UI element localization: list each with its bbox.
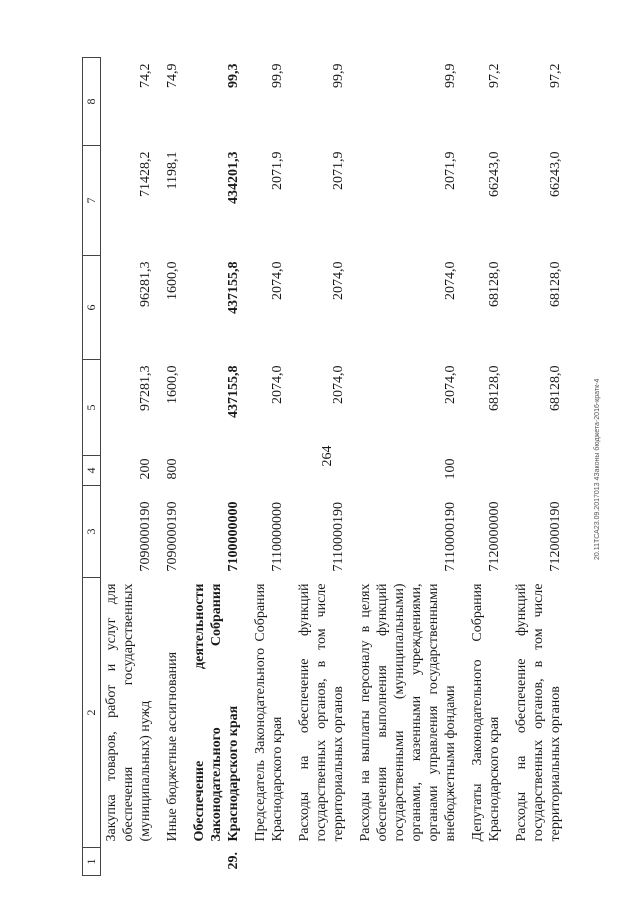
row-name: Расходы на выплаты персоналу в целях обеспечения выполнения функций государственными (муниципальными) органами, казенными учреждениями, органами управления государственными внебюджетными фондами <box>358 583 458 842</box>
budget-table-container <box>82 58 614 876</box>
row-name: Закупка товаров, работ и услуг для обеспечения государственных (муниципальных) нужд <box>104 583 153 842</box>
row-value-5: 1600,0 <box>165 365 180 404</box>
row-value-6: 68128,0 <box>487 261 502 307</box>
table-row <box>101 58 157 876</box>
header-cell: 2 <box>83 578 101 848</box>
row-value-5: 97281,3 <box>138 365 153 411</box>
row-number <box>244 848 288 876</box>
row-name: Расходы на обеспечение функций государственных органов, в том числе территориальных органов <box>297 583 346 842</box>
header-cell: 8 <box>83 58 101 146</box>
row-type <box>505 456 566 486</box>
row-type: 100 <box>443 458 458 480</box>
row-type <box>244 456 288 486</box>
row-type <box>288 456 349 486</box>
row-name: Иные бюджетные ассигнования <box>165 651 180 842</box>
row-value-7: 2071,9 <box>443 151 458 190</box>
row-code: 7090000190 <box>138 501 153 572</box>
row-value-6: 2074,0 <box>331 261 346 300</box>
row-value-7: 2071,9 <box>331 151 346 190</box>
header-cell: 1 <box>83 848 101 876</box>
header-cell: 4 <box>83 456 101 486</box>
row-number <box>101 848 157 876</box>
row-name: Депутаты Законодательного Собрания Краснодарского края <box>470 583 502 842</box>
row-code: 7120000000 <box>487 501 502 572</box>
row-value-6: 437155,8 <box>226 261 241 314</box>
row-value-6: 68128,0 <box>548 261 563 307</box>
row-name: Расходы на обеспечение функций государственных органов, в том числе территориальных органов <box>514 583 563 842</box>
row-value-8: 99,9 <box>443 63 458 88</box>
row-value-7: 66243,0 <box>548 151 563 197</box>
row-code: 7100000000 <box>226 501 241 572</box>
row-value-5: 68128,0 <box>487 365 502 411</box>
row-code: 7110000000 <box>270 502 285 572</box>
row-value-6: 2074,0 <box>443 261 458 300</box>
table-row <box>461 58 505 876</box>
row-number <box>349 848 461 876</box>
row-value-6: 96281,3 <box>138 261 153 307</box>
row-value-5: 2074,0 <box>331 365 346 404</box>
table-row <box>288 58 349 876</box>
row-value-7: 66243,0 <box>487 151 502 197</box>
row-value-5: 437155,8 <box>226 365 241 418</box>
row-value-8: 74,2 <box>138 63 153 88</box>
budget-table <box>82 57 566 876</box>
table-row-section <box>183 58 244 876</box>
row-name: Обеспечение деятельности Законодательного Собрания Краснодарского края <box>192 583 241 842</box>
row-name: Председатель Законодательного Собрания Краснодарского края <box>253 583 285 842</box>
table-row <box>244 58 288 876</box>
row-value-8: 99,9 <box>331 63 346 88</box>
row-value-5: 2074,0 <box>443 365 458 404</box>
table-header-row <box>83 58 101 876</box>
row-value-8: 97,2 <box>487 63 502 88</box>
row-value-8: 74,9 <box>165 63 180 88</box>
row-number <box>461 848 505 876</box>
row-value-5: 2074,0 <box>270 365 285 404</box>
row-type: 800 <box>165 458 180 480</box>
row-value-8: 97,2 <box>548 63 563 88</box>
row-value-7: 71428,2 <box>138 151 153 197</box>
table-row <box>505 58 566 876</box>
table-row <box>156 58 183 876</box>
row-value-6: 2074,0 <box>270 261 285 300</box>
row-value-8: 99,3 <box>226 63 241 88</box>
row-number: 29. <box>226 852 241 870</box>
header-cell: 7 <box>83 146 101 256</box>
page-number: 264 <box>320 445 335 467</box>
row-type: 200 <box>138 458 153 480</box>
row-type <box>461 456 505 486</box>
row-code: 7110000190 <box>443 502 458 572</box>
row-code: 7090000190 <box>165 501 180 572</box>
row-value-5: 68128,0 <box>548 365 563 411</box>
row-value-6: 1600,0 <box>165 261 180 300</box>
row-type <box>183 456 244 486</box>
row-value-7: 434201,3 <box>226 151 241 204</box>
header-cell: 3 <box>83 486 101 578</box>
row-code: 7120000190 <box>548 501 563 572</box>
row-code: 7110000190 <box>331 502 346 572</box>
footer-note: 20.11ТСА23.09.2017013 4Законы бюджета-2016-кратк-4 <box>594 378 601 560</box>
row-number <box>156 848 183 876</box>
table-row <box>349 58 461 876</box>
row-value-7: 2071,9 <box>270 151 285 190</box>
header-cell: 6 <box>83 256 101 360</box>
row-value-7: 1198,1 <box>165 151 180 190</box>
header-cell: 5 <box>83 360 101 456</box>
row-number <box>505 848 566 876</box>
row-number <box>288 848 349 876</box>
row-value-8: 99,9 <box>270 63 285 88</box>
